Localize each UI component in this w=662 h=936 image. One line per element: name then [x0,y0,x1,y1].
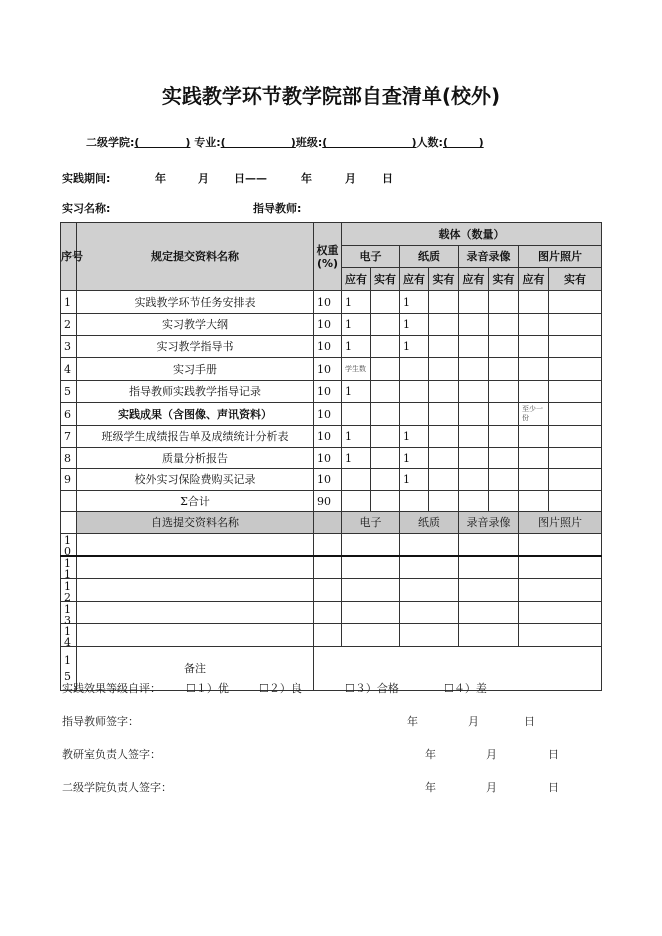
should-e[interactable]: 1 [342,336,371,358]
college-field[interactable]: ( ) [134,136,191,149]
actual-p[interactable] [429,469,459,491]
actual-e[interactable] [371,358,400,381]
row-seq: 2 [61,314,77,336]
actual-header: 实有 [489,268,519,291]
row-weight: 10 [314,381,342,403]
should-v[interactable] [459,469,489,491]
row-seq: 7 [61,426,77,448]
optional-paper[interactable] [400,579,459,602]
optional-electronic[interactable] [342,534,400,556]
should-e[interactable]: 学生数 [342,358,371,381]
row-seq: 3 [61,336,77,358]
row-name: 实习教学大纲 [77,314,314,336]
row-name: 质量分析报告 [77,448,314,469]
total-weight: 90 [314,491,342,512]
should-v[interactable] [459,403,489,426]
actual-e[interactable] [371,426,400,448]
major-field[interactable]: ( ) [220,136,296,149]
actual-e[interactable] [371,381,400,403]
optional-av[interactable] [459,602,519,624]
sig1-day: 日 [524,715,535,728]
row-name: 实践教学环节任务安排表 [77,291,314,314]
optional-electronic[interactable] [342,579,400,602]
row-weight: 10 [314,291,342,314]
sig1-month: 月 [468,715,479,728]
optional-name-field[interactable] [77,534,314,556]
table-row [61,381,602,403]
practice-name-label: 实习名称: [62,202,111,215]
should-v[interactable] [459,358,489,381]
optional-name-field[interactable] [77,602,314,624]
remark-label: 备注 [77,647,314,691]
row-seq: 9 [61,469,77,491]
row-weight: 10 [314,314,342,336]
page-title: 实践教学环节教学院部自查清单(校外) [161,84,501,108]
weight-header: 权重(%) [314,223,342,291]
should-e[interactable]: 1 [342,381,371,403]
optional-av[interactable] [459,534,519,556]
row-weight: 10 [314,448,342,469]
should-i[interactable] [519,469,549,491]
should-i[interactable] [519,291,549,314]
should-p[interactable]: 1 [400,448,429,469]
optional-weight-field[interactable] [314,556,342,579]
type-electronic: 电子 [342,246,400,268]
row-name: 实习教学指导书 [77,336,314,358]
opt-type-av: 录音录像 [459,512,519,534]
name-header: 规定提交资料名称 [77,223,314,291]
row-seq: 11 [61,556,77,579]
row-weight: 10 [314,358,342,381]
sig2-month: 月 [486,748,497,761]
optional-photo[interactable] [519,556,602,579]
actual-v[interactable] [489,314,519,336]
start-year: 年 [155,172,166,185]
optional-electronic[interactable] [342,556,400,579]
optional-row [61,534,602,556]
should-v[interactable] [459,381,489,403]
actual-v[interactable] [489,358,519,381]
optional-weight-field[interactable] [314,534,342,556]
actual-v[interactable] [489,403,519,426]
row-weight: 10 [314,426,342,448]
actual-e[interactable] [371,469,400,491]
type-paper: 纸质 [400,246,459,268]
optional-photo[interactable] [519,624,602,647]
optional-paper[interactable] [400,602,459,624]
actual-p[interactable] [429,314,459,336]
should-i[interactable] [519,448,549,469]
actual-e[interactable] [371,291,400,314]
optional-row [61,556,602,579]
optional-name-field[interactable] [77,579,314,602]
carrier-header: 载体（数量） [342,223,602,246]
period-label: 实践期间: [62,172,111,185]
optional-photo[interactable] [519,602,602,624]
opt-type-paper: 纸质 [400,512,459,534]
optional-av[interactable] [459,556,519,579]
remark-seq: 15 [61,647,77,691]
sig3-year: 年 [425,781,436,794]
college-signature-label: 二级学院负责人签字： [62,781,172,794]
actual-v[interactable] [489,291,519,314]
actual-v[interactable] [489,426,519,448]
start-month: 月 [198,172,209,185]
table-row [61,403,602,426]
actual-e[interactable] [371,403,400,426]
optional-name-field[interactable] [77,624,314,647]
optional-header: 自选提交资料名称 [77,512,314,534]
should-v[interactable] [459,448,489,469]
row-seq: 12 [61,579,77,602]
optional-av[interactable] [459,624,519,647]
actual-header: 实有 [429,268,459,291]
count-field[interactable]: ( ) [442,136,484,149]
should-p[interactable]: 1 [400,336,429,358]
teacher-label: 指导教师: [253,202,302,215]
should-e[interactable] [342,403,371,426]
optional-av[interactable] [459,579,519,602]
opt-type-electronic: 电子 [342,512,400,534]
table-row [61,448,602,469]
actual-p[interactable] [429,381,459,403]
actual-e[interactable] [371,448,400,469]
should-v[interactable] [459,426,489,448]
sig2-day: 日 [548,748,559,761]
should-e[interactable]: 1 [342,291,371,314]
actual-header: 实有 [549,268,602,291]
row-name: 指导教师实践教学指导记录 [77,381,314,403]
should-v[interactable] [459,336,489,358]
actual-i[interactable] [549,381,602,403]
should-i[interactable] [519,336,549,358]
optional-electronic[interactable] [342,624,400,647]
self-eval-label: 实践效果等级自评： [62,682,161,695]
major-label: 专业: [194,136,221,149]
sig1-year: 年 [407,715,418,728]
row-seq: 10 [61,534,77,556]
actual-v[interactable] [489,448,519,469]
actual-i[interactable] [549,336,602,358]
should-e[interactable]: 1 [342,426,371,448]
sig3-month: 月 [486,781,497,794]
actual-i[interactable] [549,403,602,426]
actual-i[interactable] [549,426,602,448]
should-e[interactable] [342,469,371,491]
actual-p[interactable] [429,291,459,314]
should-p[interactable] [400,403,429,426]
actual-header: 实有 [371,268,400,291]
sig2-year: 年 [425,748,436,761]
should-p[interactable]: 1 [400,469,429,491]
row-name: 班级学生成绩报告单及成绩统计分析表 [77,426,314,448]
actual-p[interactable] [429,426,459,448]
actual-i[interactable] [549,358,602,381]
grade-poor-checkbox[interactable]: ☐４）差 [444,682,487,695]
info-line [86,134,484,150]
end-day: 日 [382,172,393,185]
row-seq: 13 [61,602,77,624]
row-seq: 4 [61,358,77,381]
type-photo: 图片照片 [519,246,602,268]
actual-e[interactable] [371,336,400,358]
grade-pass-checkbox[interactable]: ☐３）合格 [345,682,399,695]
actual-e[interactable] [371,314,400,336]
should-i[interactable] [519,314,549,336]
row-seq: 6 [61,403,77,426]
actual-p[interactable] [429,403,459,426]
should-header: 应有 [400,268,429,291]
total-label: Σ合计 [77,491,314,512]
table-row [61,469,602,491]
row-seq: 8 [61,448,77,469]
should-header: 应有 [342,268,371,291]
sig3-day: 日 [548,781,559,794]
should-i[interactable] [519,426,549,448]
start-day: 日—— [234,172,267,185]
optional-paper[interactable] [400,556,459,579]
seq-header: 序号 [61,223,77,291]
college-label: 二级学院: [86,136,135,149]
row-name: 实践成果（含图像、声讯资料） [77,403,314,426]
should-p[interactable]: 1 [400,426,429,448]
end-year: 年 [301,172,312,185]
row-seq: 14 [61,624,77,647]
actual-v[interactable] [489,381,519,403]
office-signature-label: 教研室负责人签字： [62,748,161,761]
should-i[interactable] [519,381,549,403]
row-name: 实习手册 [77,358,314,381]
actual-i[interactable] [549,448,602,469]
actual-i[interactable] [549,469,602,491]
row-seq: 5 [61,381,77,403]
end-month: 月 [345,172,356,185]
table-row [61,314,602,336]
grade-good-checkbox[interactable]: ☐２）良 [259,682,302,695]
should-i[interactable]: 至少一份 [519,403,549,426]
should-v[interactable] [459,314,489,336]
optional-row [61,602,602,624]
optional-paper[interactable] [400,534,459,556]
optional-weight-field[interactable] [314,624,342,647]
should-v[interactable] [459,291,489,314]
class-label: 班级: [295,136,323,149]
should-header: 应有 [519,268,549,291]
actual-i[interactable] [549,291,602,314]
opt-type-photo: 图片照片 [519,512,602,534]
row-weight: 10 [314,336,342,358]
table-row [61,426,602,448]
optional-paper[interactable] [400,624,459,647]
should-p[interactable] [400,381,429,403]
table-row [61,336,602,358]
should-p[interactable] [400,358,429,381]
optional-row [61,624,602,647]
table-row [61,358,602,381]
class-field[interactable]: ( ) [322,136,417,149]
teacher-signature-label: 指导教师签字： [62,715,139,728]
should-header: 应有 [459,268,489,291]
optional-photo[interactable] [519,534,602,556]
optional-photo[interactable] [519,579,602,602]
row-seq: 1 [61,291,77,314]
grade-excellent-checkbox[interactable]: ☐１）优 [186,682,229,695]
actual-p[interactable] [429,448,459,469]
optional-electronic[interactable] [342,602,400,624]
should-e[interactable]: 1 [342,448,371,469]
should-p[interactable]: 1 [400,314,429,336]
optional-weight-field[interactable] [314,579,342,602]
row-weight: 10 [314,403,342,426]
optional-weight-field[interactable] [314,602,342,624]
row-name: 校外实习保险费购买记录 [77,469,314,491]
should-p[interactable]: 1 [400,291,429,314]
actual-p[interactable] [429,336,459,358]
actual-i[interactable] [549,314,602,336]
checklist-table [60,222,602,691]
row-weight: 10 [314,469,342,491]
optional-name-field[interactable] [77,556,314,579]
actual-v[interactable] [489,336,519,358]
actual-v[interactable] [489,469,519,491]
count-label: 人数: [416,136,443,149]
type-av: 录音录像 [459,246,519,268]
should-e[interactable]: 1 [342,314,371,336]
should-i[interactable] [519,358,549,381]
actual-p[interactable] [429,358,459,381]
optional-row [61,579,602,602]
table-row [61,291,602,314]
